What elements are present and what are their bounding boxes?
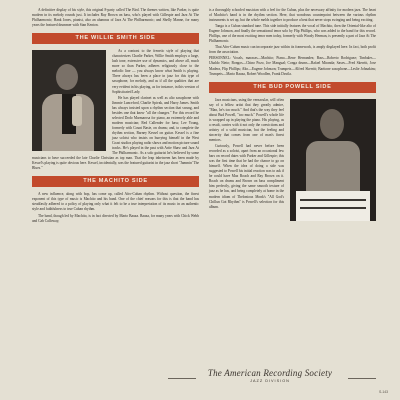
catalog-code: S-143 bbox=[378, 390, 388, 394]
willie-smith-paragraph-2: He has played clarinet as well as alto saxophone with Jimmie Lunceford, Charlie Spivak, and Harry James. Smith has always insisted upon a rhythm section that swung, and besides one that knew "all the changes." For this record he selected Dodo Marmarosa for piano, an extremely able and modern musician; Red Callender for bass; Lee Young, formerly with Count Basie, on drums; and, to complete the rhythm section, Barney Kessel on guitar. Kessel is a fine jazz soloist who insists on hurrying himself in the West Coast studios playing radio shows and motion picture sound tracks. He's played in the past with Artie Shaw and Jazz At The Philharmonic. As a solo guitarist he's believed by some musicians to have succeeded the late Charlie Christian as top man. That the leap inbetween has been made by Kessel's playing is quite obvious here. Kessel, incidentally, was the featured guitarist in the jazz short "Jammin' The Blues." bbox=[32, 95, 199, 171]
bud-powell-photo bbox=[290, 99, 376, 221]
intro-paragraph: A definitive display of his style, this original 8-party called The Bird. The themes written, like Parker, is quite modern in its melody rounds just. It includes Ray Brown on bass, who's played with Gillespie and Jazz At The Philharmonic; Hank Jones, pianist, also an alumnus of Jazz At The Philharmonic; and Shelly Manne, for many years the featured drummer with Stan Kenton. bbox=[32, 8, 199, 28]
bud-powell-heading: THE BUD POWELL SIDE bbox=[209, 82, 376, 93]
bud-powell-paragraph-1: Jazz musicians, using the vernacular, will often say of a fellow artist that they greatly admire, "Man, he's too much." And that's the way they feel about Bud Powell, "too much." Powell's whole life is wrapped up in playing the piano. His playing, as a result, carries with it not only the convictions and artistry of a solid musician, but the feeling and sincerity that comes from one of man's finest mentors. bbox=[209, 97, 284, 142]
right-column bbox=[209, 8, 376, 223]
footer-title: The American Recording Society bbox=[207, 368, 333, 378]
left-column bbox=[32, 8, 199, 225]
willie-smith-photo bbox=[32, 50, 106, 151]
personnel-label: PERSONNEL: bbox=[209, 56, 231, 61]
footer-subtitle: JAZZ DIVISION bbox=[250, 379, 290, 383]
bud-powell-paragraph-2: Curiously, Powell had never before been recorded as a soloist, apart from an occasional few bars on record dates with Parker and Gillespie; this was the first time that he had the chance to go on himself. When the idea of doing a side was suggested to Powell his initial reaction was to ask if he could have Max Roach and Ray Brown on it. Roach on drums and Brown on bass compliment him perfectly, giving the same smooth texture of jazz as he has, and being completely at home in the modern idiom of Thelonious Monk's "All God's Chillun Got Rhythm" is Powell's selection for this album. bbox=[209, 144, 284, 209]
machito-continued-paragraph-3: That Afro-Cuban music can incorporate jazz within its framework, is amply displayed here. In fact, both profit from the association. bbox=[209, 45, 376, 55]
personnel-block bbox=[209, 56, 376, 76]
willie-smith-paragraph-1: As a contrast to the frenetic style of playing that characterizes Charlie Parker, Willie Smith employs a large, lush tone, extensive use of dynamics, and above all, much more so than Parker, adheres religiously close to the melodic line — you always know what Smith is playing. There always has been a place in jazz for this type of saxophone, for melody, and as if all the qualities that are very evident in his playing, as for instance, in this version of Sophisticated Lady. bbox=[112, 49, 199, 94]
machito-paragraph-1: A new influence, along with bop, has come up, called Afro-Cuban rhythm. Without question, the finest exponent of this type of music is Machito and his band. One of the chief reasons for this is that the band has steadfastly adhered to a policy of playing only what it felt to be a true interpretation of its music in an authentic style and faithfulness to true Cuban rhythm. bbox=[32, 192, 199, 212]
machito-heading: THE MACHITO SIDE bbox=[32, 176, 199, 187]
footer-logo bbox=[170, 368, 370, 383]
willie-smith-heading: THE WILLIE SMITH SIDE bbox=[32, 33, 199, 44]
machito-continued-paragraph-1: is a thoroughly schooled musician with a feel for the Cuban, plus the necessary affinity for modern jazz. The heart of Machito's band is in the rhythm section. Here, that wondrous counterpoint between the various rhythm instruments is set up, but the whole melds together to produce a beat that never stops swinging and being exciting. bbox=[209, 8, 376, 23]
personnel-list: Vocals, maracas—Machito; Piano—Rene Hernandez; Bass—Roberto Rodriguez; Timbales—Ubaldo Nieto; Bongos—Chino Pozo, Joe Mangual; Conga drums—Rafael Miranda; Saxes—Fred Skerritt, Jose Madera, Flip Phillips; Alto—Eugene Johnson; Trumpets—Alfred Skerritt; Baritone saxophone—Leslie Johnakins; Trumpets—Mario Bauza, Robert Woodlen, Frank Davila. bbox=[209, 56, 376, 76]
machito-paragraph-2: The band, though led by Machito, is in fact directed by Mario Bauza. Bauza, for many years with Chick Webb and Cab Calloway, bbox=[32, 213, 199, 223]
machito-continued-paragraph-2: Tanga is a Cuban standard tune. This side initially features the vocal of Machito, then the Oriental-like alto of Eugene Johnson, and finally the sensational tenor solo by Flip Phillips, who was added to the band for this record. Phillips, one of the most exciting tenor men today, formerly with Woody Herman, is presently a part of Jazz At The Philharmonic. bbox=[209, 24, 376, 44]
